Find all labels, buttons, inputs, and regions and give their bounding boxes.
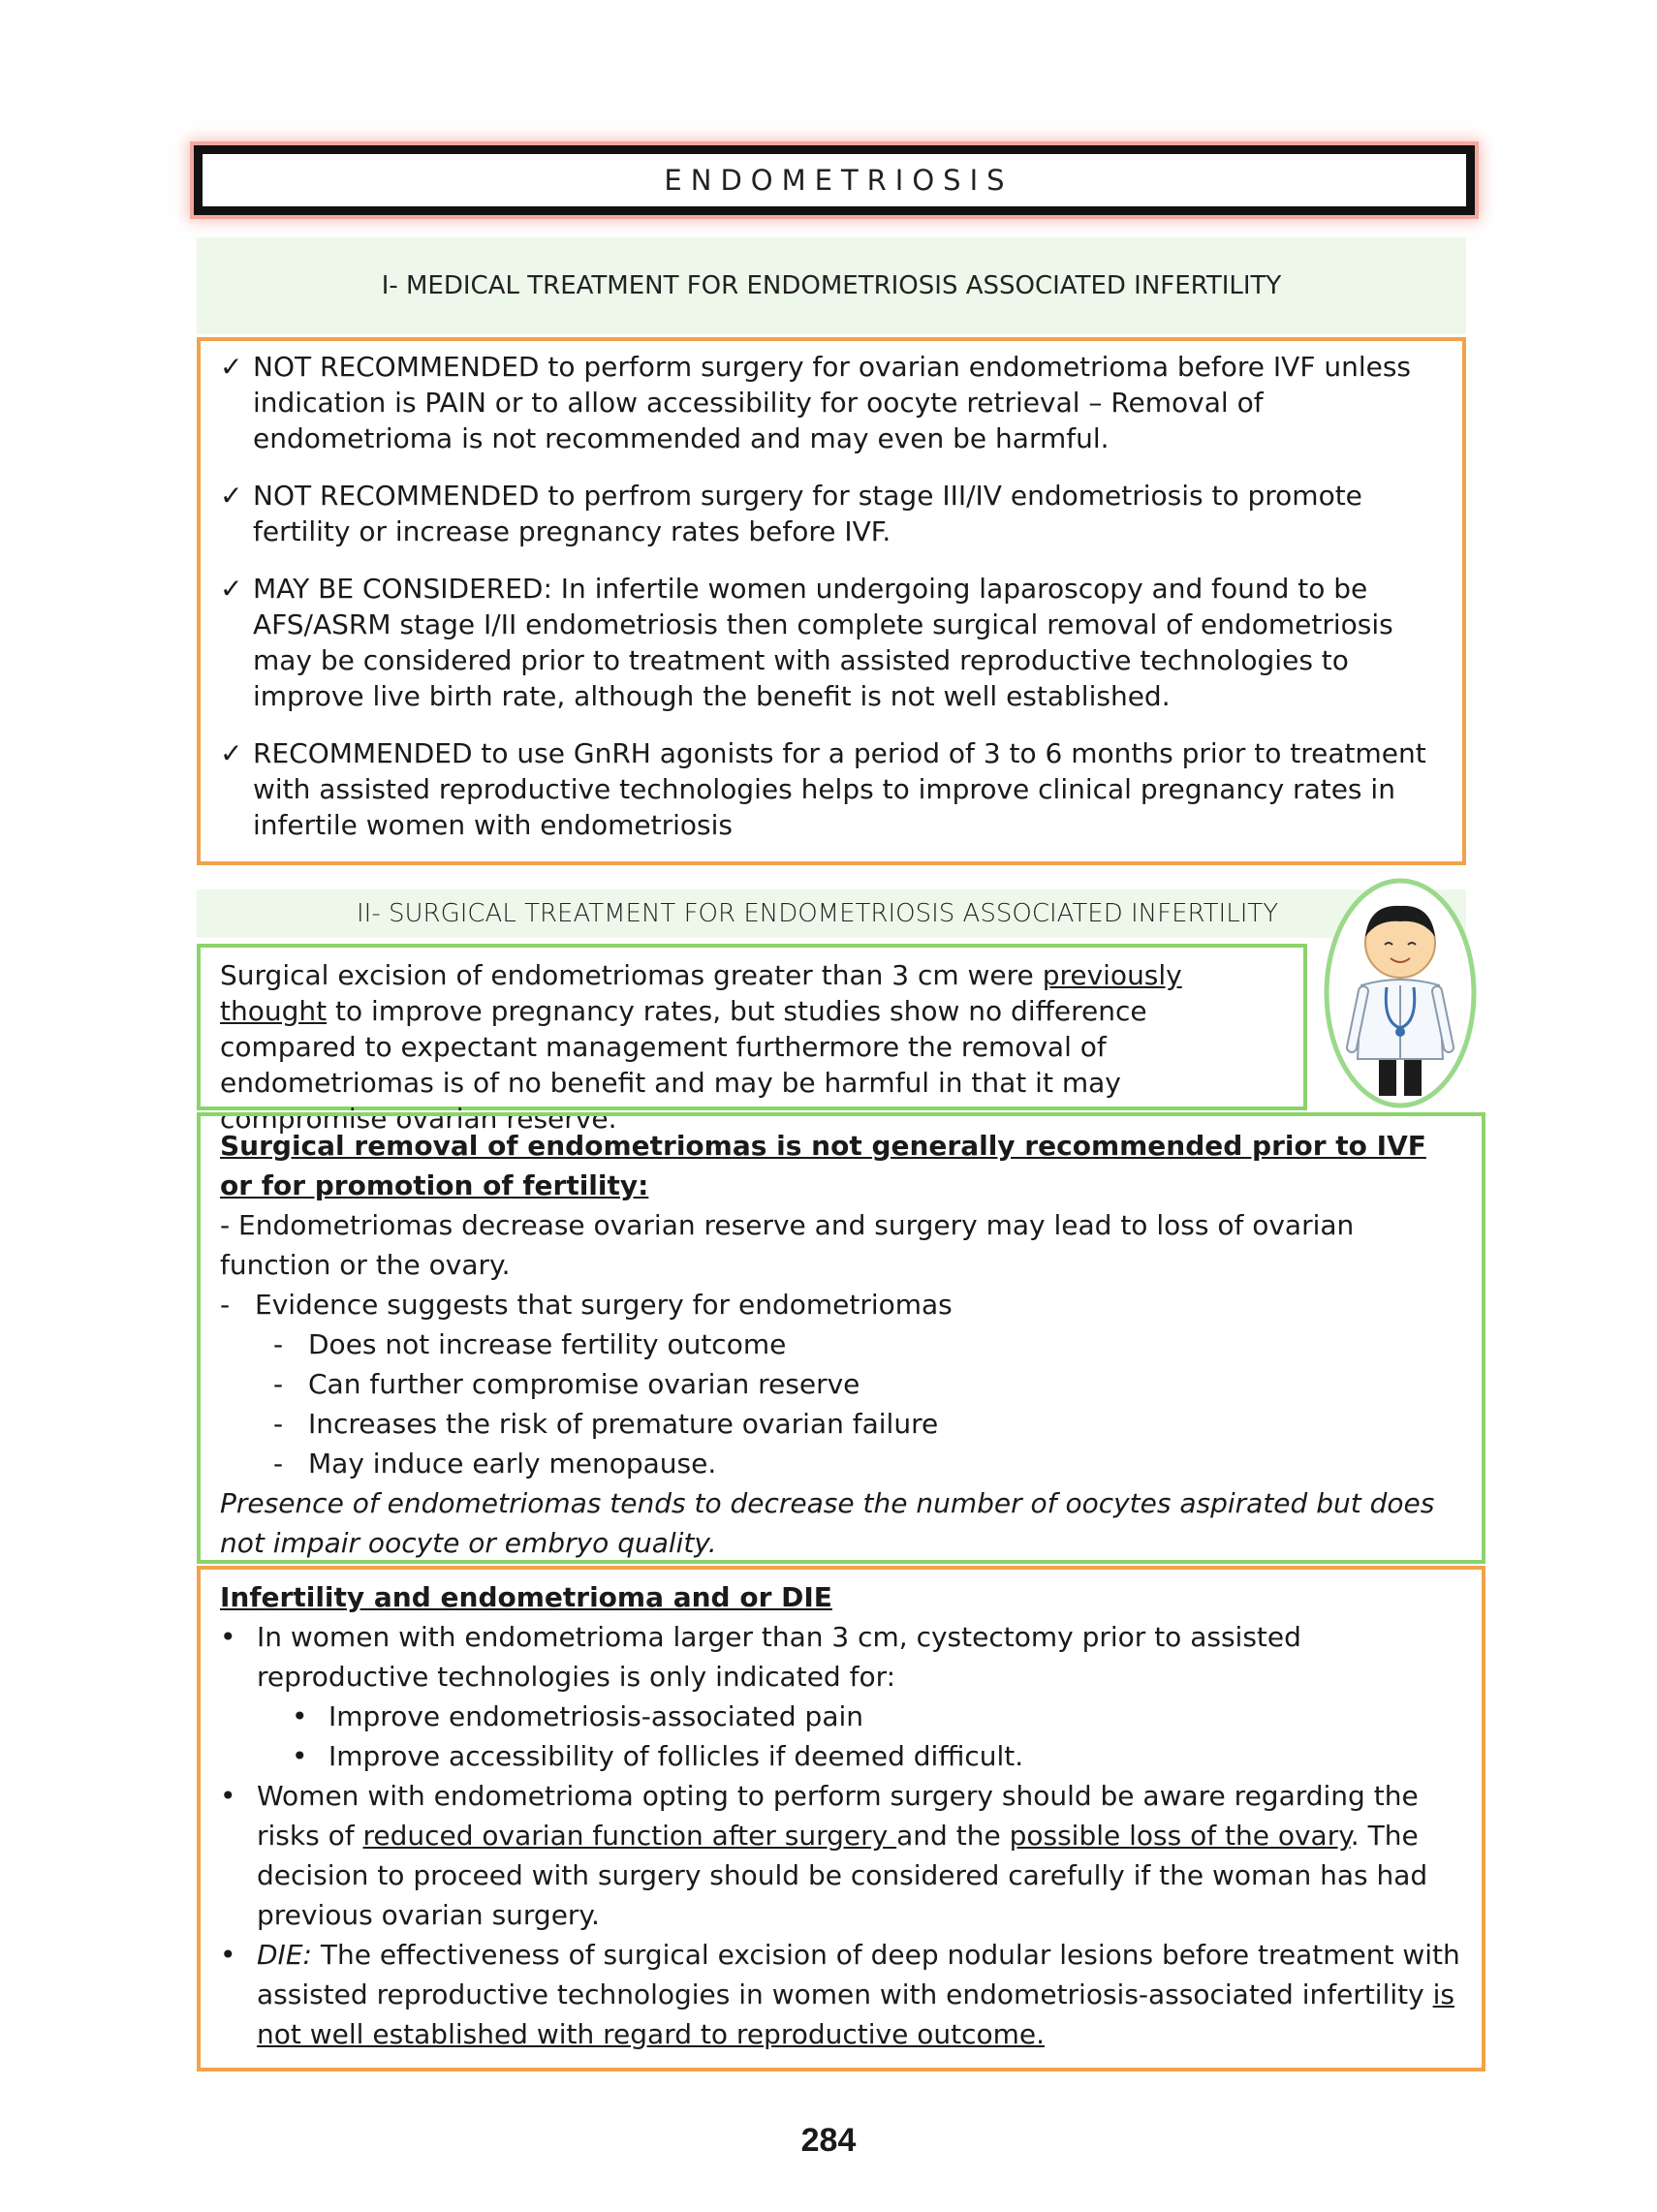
checkmark-icon: ✓ xyxy=(220,737,243,769)
box-heading: Surgical removal of endometriomas is not generally recommended prior to IVF or for promotion of fertility: xyxy=(220,1130,1426,1201)
list-item: - May induce early menopause. xyxy=(273,1448,717,1480)
section1-heading: I- MEDICAL TREATMENT FOR ENDOMETRIOSIS ASSOCIATED INFERTILITY xyxy=(197,237,1466,334)
page-title: ENDOMETRIOSIS xyxy=(664,164,1014,197)
list-item: • DIE: The effectiveness of surgical excision of deep nodular lesions before treatment with assisted reproductive technologies in women with endometriosis-associated infertility is not well established with regard to reproductive outcome. xyxy=(220,1939,1460,2050)
doctor-illustration xyxy=(1323,877,1478,1109)
section1-box xyxy=(197,337,1466,865)
list-item: - Evidence suggests that surgery for endometriomas xyxy=(220,1289,953,1321)
list-item: - Increases the risk of premature ovarian failure xyxy=(273,1408,939,1440)
title-banner xyxy=(194,145,1475,215)
list-item: • In women with endometrioma larger than 3 cm, cystectomy prior to assisted reproductive technologies is only indicated for: xyxy=(220,1621,1301,1693)
list-item: - Does not increase fertility outcome xyxy=(273,1328,787,1360)
section2-heading: II- SURGICAL TREATMENT FOR ENDOMETRIOSIS ASSOCIATED INFERTILITY xyxy=(197,889,1466,938)
page-number: 284 xyxy=(800,2122,857,2159)
check-item: ✓ NOT RECOMMENDED to perfrom surgery for stage III/IV endometriosis to promote fertility or increase pregnancy rates before IVF. xyxy=(220,480,1362,547)
list-item: • Women with endometrioma opting to perform surgery should be aware regarding the risks of reduced ovarian function after surgery and the possible loss of the ovary. The decision to proceed with surgery should be considered carefully if the woman has had previous ovarian surgery. xyxy=(220,1780,1428,1931)
list-item: • Improve accessibility of follicles if deemed difficult. xyxy=(292,1740,1024,1772)
check-item: ✓ NOT RECOMMENDED to perform surgery for ovarian endometrioma before IVF unless indication is PAIN or to allow accessibility for oocyte retrieval – Removal of endometrioma is not recommended and may even be harmful. xyxy=(220,351,1412,454)
list-item: - Can further compromise ovarian reserve xyxy=(273,1368,860,1400)
surgical-intro-box: Surgical excision of endometriomas greater than 3 cm were previously thought to improve pregnancy rates, but studies show no difference compared to expectant management furthermore the removal of endometriomas is of no benefit and may be harmful in that it may compromise ovarian reserve. xyxy=(197,944,1307,1110)
checkmark-icon: ✓ xyxy=(220,573,243,605)
list-item: • Improve endometriosis-associated pain xyxy=(292,1700,864,1732)
checkmark-icon: ✓ xyxy=(220,480,243,512)
check-item: ✓ MAY BE CONSIDERED: In infertile women undergoing laparoscopy and found to be AFS/ASRM stage I/II endometriosis then complete surgical removal of endometriosis may be considered prior to treatment with assisted reproductive technologies to improve live birth rate, although the benefit is not well established. xyxy=(220,573,1393,712)
check-item: ✓ RECOMMENDED to use GnRH agonists for a period of 3 to 6 months prior to treatment with assisted reproductive technologies helps to improve clinical pregnancy rates in infertile women with endometriosis xyxy=(220,737,1426,841)
endometrioma-die-box xyxy=(197,1566,1485,2072)
surgical-removal-box xyxy=(197,1112,1485,1564)
paragraph: - Endometriomas decrease ovarian reserve and surgery may lead to loss of ovarian function or the ovary. xyxy=(220,1209,1355,1281)
checkmark-icon: ✓ xyxy=(220,351,243,383)
italic-note: Presence of endometriomas tends to decrease the number of oocytes aspirated but does not impair oocyte or embryo quality. xyxy=(220,1487,1435,1559)
box-heading: Infertility and endometrioma and or DIE xyxy=(220,1581,832,1613)
